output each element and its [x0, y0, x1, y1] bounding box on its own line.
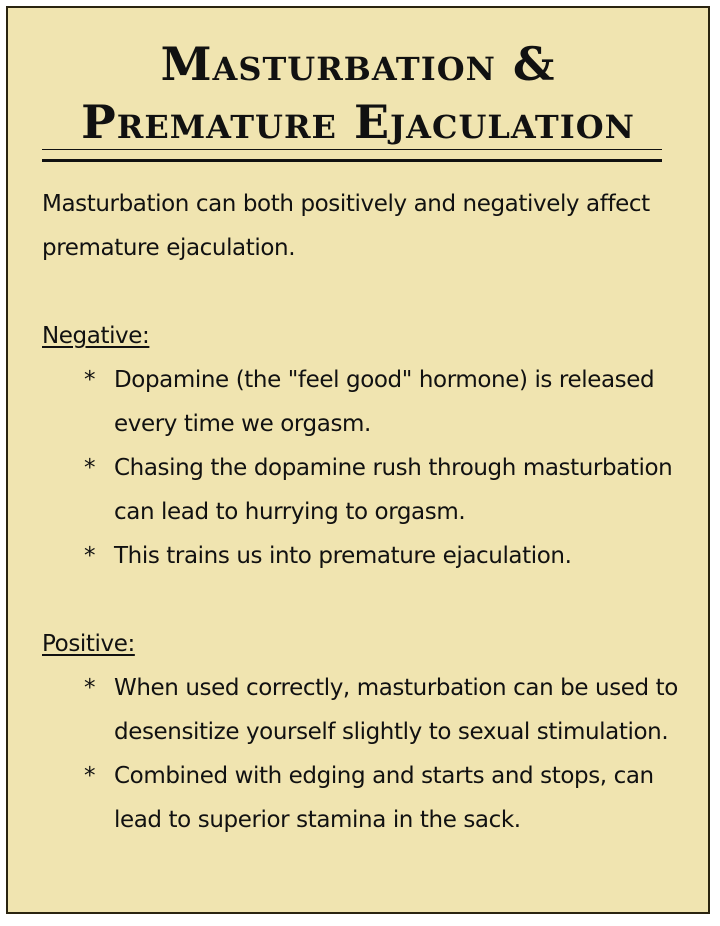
intro-paragraph: Masturbation can both positively and negatively affect premature ejaculation. [42, 191, 650, 261]
list-item-text: This trains us into premature ejaculation. [114, 543, 572, 569]
bullet-star-icon: * [84, 455, 96, 481]
bullet-star-icon: * [84, 763, 96, 789]
bullet-star-icon: * [84, 543, 96, 569]
positive-list [82, 666, 682, 842]
list-item-text: Chasing the dopamine rush through masturbation can lead to hurrying to orgasm. [114, 455, 673, 525]
list-item [82, 666, 682, 754]
list-item [82, 534, 682, 578]
list-item [82, 446, 682, 534]
title-line-2: Premature Ejaculation [81, 95, 635, 149]
list-item-text: Combined with edging and starts and stops, can lead to superior stamina in the sack. [114, 763, 654, 833]
list-item [82, 358, 682, 446]
list-item-text: When used correctly, masturbation can be used to desensitize yourself slightly to sexual stimulation. [114, 675, 678, 745]
title-rule-thick [42, 159, 662, 162]
info-card [6, 6, 710, 914]
list-item-text: Dopamine (the "feel good" hormone) is released every time we orgasm. [114, 367, 655, 437]
list-item [82, 754, 682, 842]
negative-list [82, 358, 682, 578]
negative-heading: Negative: [42, 323, 150, 349]
positive-heading: Positive: [42, 631, 135, 657]
title-line-1: Masturbation & [160, 37, 556, 91]
title-rule-thin [42, 149, 662, 150]
bullet-star-icon: * [84, 367, 96, 393]
bullet-star-icon: * [84, 675, 96, 701]
